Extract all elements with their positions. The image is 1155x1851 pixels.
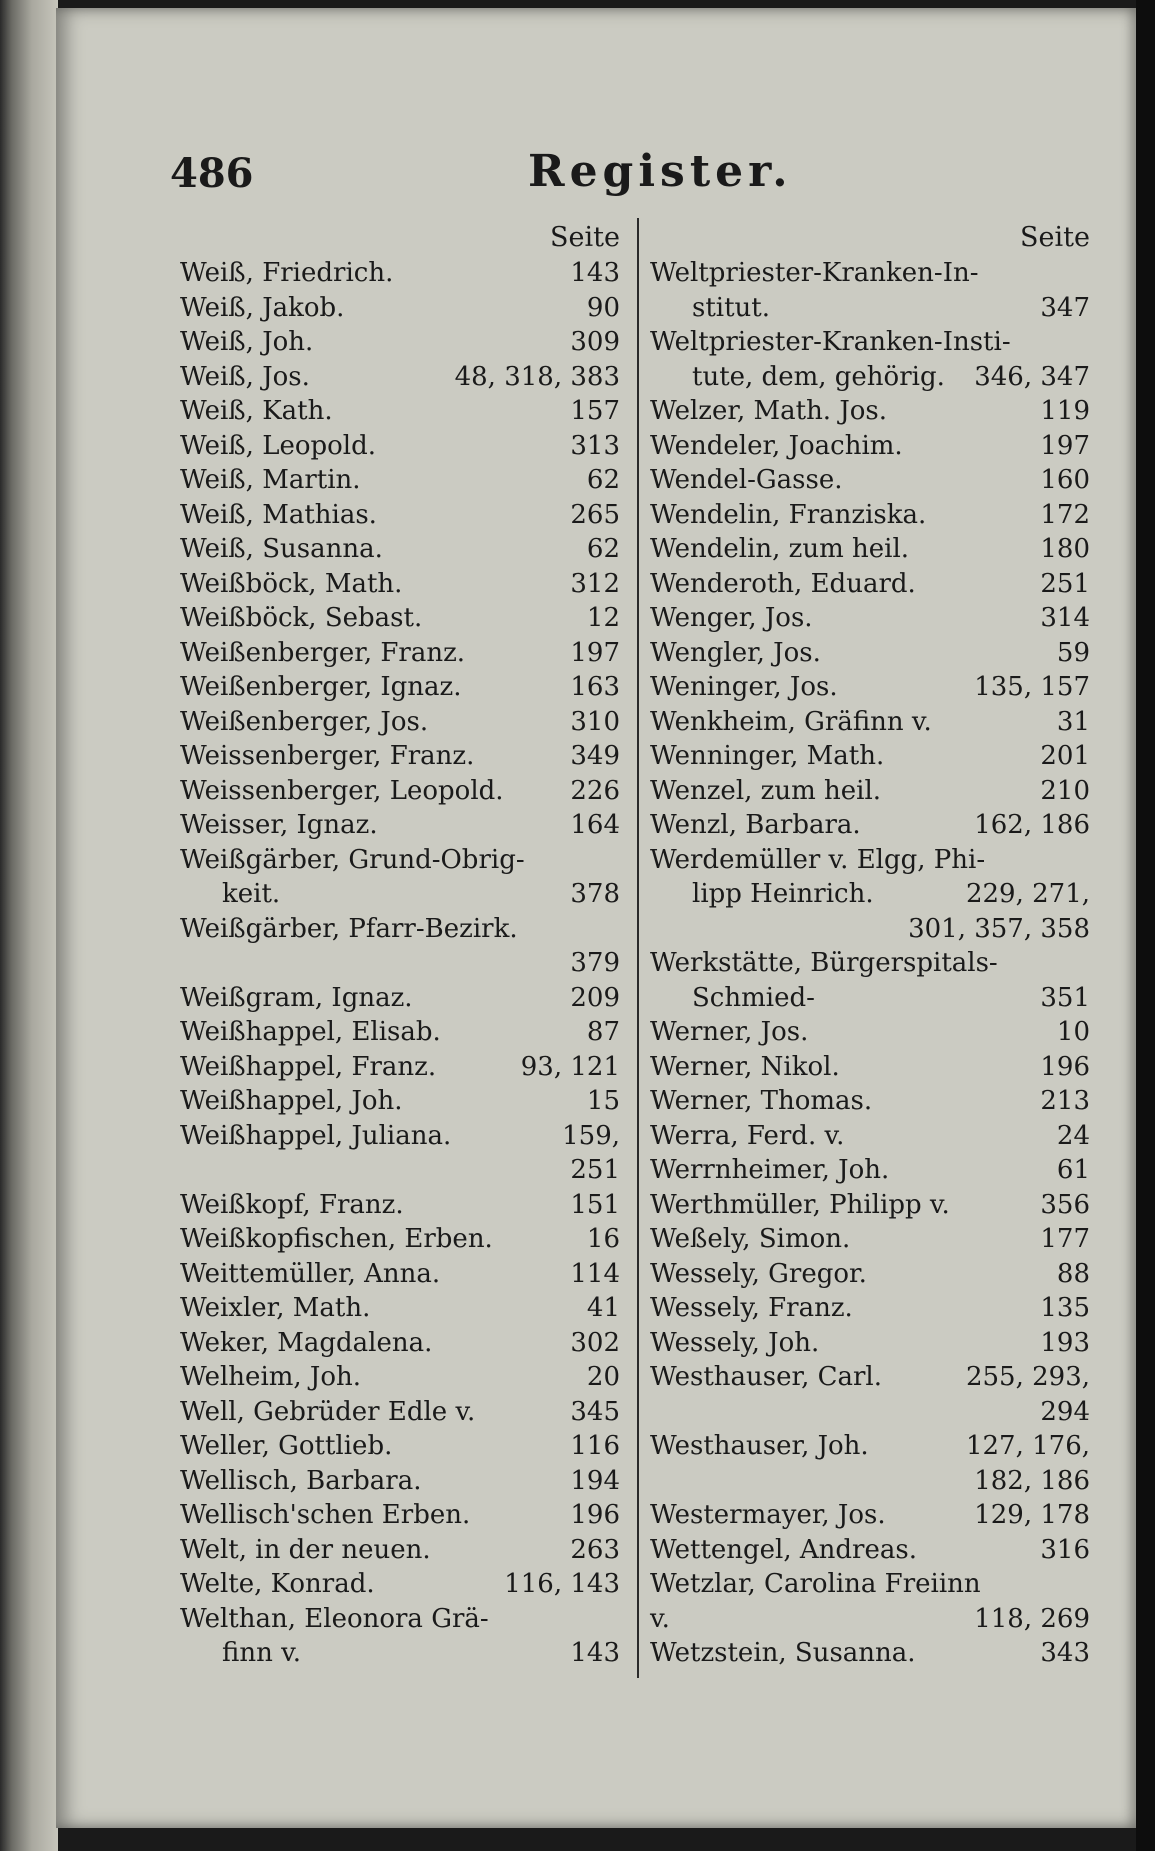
entry-pages: 378 bbox=[570, 879, 620, 909]
index-entry bbox=[650, 360, 1090, 395]
index-entry bbox=[180, 877, 620, 912]
index-entry bbox=[650, 498, 1090, 533]
entry-name: Weltpriester-Kranken-In- bbox=[650, 258, 979, 288]
entry-pages: 349 bbox=[570, 741, 620, 771]
entry-pages: 263 bbox=[570, 1534, 620, 1565]
entry-pages: 197 bbox=[570, 637, 620, 668]
index-entry bbox=[650, 1050, 1090, 1085]
entry-name: Weltpriester-Kranken-Insti- bbox=[650, 327, 1011, 357]
entry-name: Wellisch, Barbara. bbox=[180, 1465, 422, 1496]
column-heading: Seite bbox=[1020, 222, 1090, 253]
entry-pages: 127, 176, bbox=[965, 1431, 1090, 1461]
entry-pages: 345 bbox=[570, 1396, 620, 1427]
index-entry bbox=[650, 1429, 1090, 1464]
entry-pages: 164 bbox=[570, 810, 620, 840]
entry-pages: 346, 347 bbox=[974, 361, 1090, 392]
entry-pages: 118, 269 bbox=[974, 1603, 1090, 1634]
entry-name: Weiß, Jos. bbox=[180, 361, 310, 392]
entry-name: Weiß, Friedrich. bbox=[180, 258, 394, 288]
entry-name: Weiß, Jakob. bbox=[180, 292, 345, 323]
index-entry bbox=[650, 1464, 1090, 1499]
entry-pages: 157 bbox=[570, 396, 620, 426]
entry-pages: 210 bbox=[1040, 775, 1090, 806]
index-entry bbox=[180, 567, 620, 602]
entry-name: Weißkopf, Franz. bbox=[180, 1189, 404, 1220]
index-entry bbox=[650, 1395, 1090, 1430]
entry-name: Schmied- bbox=[692, 982, 815, 1013]
entry-pages: 201 bbox=[1040, 741, 1090, 771]
entry-name: Wenkheim, Gräfinn v. bbox=[650, 706, 932, 737]
entry-pages: 302 bbox=[570, 1327, 620, 1358]
index-entry bbox=[180, 1602, 620, 1637]
index-entry bbox=[180, 360, 620, 395]
index-entry bbox=[180, 1015, 620, 1050]
index-entry bbox=[650, 1360, 1090, 1395]
index-entry bbox=[650, 1015, 1090, 1050]
entry-pages: 209 bbox=[570, 982, 620, 1013]
index-entry bbox=[650, 946, 1090, 981]
entry-pages: 294 bbox=[1040, 1396, 1090, 1427]
entry-pages: 314 bbox=[1040, 603, 1090, 633]
index-entry bbox=[180, 1188, 620, 1223]
index-entry bbox=[650, 1084, 1090, 1119]
index-entry bbox=[180, 912, 620, 947]
entry-pages: 87 bbox=[586, 1017, 620, 1047]
index-entry bbox=[650, 1119, 1090, 1154]
entry-name: Weissenberger, Franz. bbox=[180, 741, 475, 771]
index-entry bbox=[180, 532, 620, 567]
index-entry bbox=[650, 325, 1090, 360]
entry-pages: 151 bbox=[570, 1189, 620, 1220]
index-entry bbox=[180, 636, 620, 671]
index-entry bbox=[180, 705, 620, 740]
index-entry bbox=[180, 981, 620, 1016]
entry-name: Wetzstein, Susanna. bbox=[650, 1638, 916, 1668]
index-entry bbox=[180, 256, 620, 291]
entry-name: Welthan, Eleonora Grä- bbox=[180, 1603, 489, 1634]
index-entry bbox=[650, 705, 1090, 740]
entry-pages: 312 bbox=[570, 568, 620, 599]
index-entry bbox=[650, 1498, 1090, 1533]
entry-pages: 61 bbox=[1056, 1155, 1090, 1185]
entry-name: Wenderoth, Eduard. bbox=[650, 568, 916, 599]
entry-pages: 316 bbox=[1040, 1534, 1090, 1565]
entry-pages: 12 bbox=[586, 603, 620, 633]
entry-pages: 229, 271, bbox=[965, 879, 1090, 909]
entry-pages: 351 bbox=[1040, 982, 1090, 1013]
entry-name: Werner, Nikol. bbox=[650, 1051, 840, 1082]
index-entry bbox=[650, 256, 1090, 291]
index-entry bbox=[180, 1119, 620, 1154]
entry-name: Welte, Konrad. bbox=[180, 1569, 375, 1599]
entry-pages: 301, 357, 358 bbox=[908, 913, 1090, 944]
entry-name: Weller, Gottlieb. bbox=[180, 1431, 393, 1461]
index-entry bbox=[180, 463, 620, 498]
index-entry bbox=[650, 429, 1090, 464]
entry-name: Wendelin, zum heil. bbox=[650, 534, 910, 564]
entry-name: Werdemüller v. Elgg, Phi- bbox=[650, 844, 986, 875]
entry-pages: 116, 143 bbox=[504, 1569, 620, 1599]
entry-pages: 62 bbox=[586, 534, 620, 564]
entry-name: Weninger, Jos. bbox=[650, 672, 838, 702]
entry-name: Westermayer, Jos. bbox=[650, 1500, 886, 1530]
entry-pages: 177 bbox=[1040, 1224, 1090, 1254]
entry-name: Weißböck, Sebast. bbox=[180, 603, 423, 633]
entry-name: Weiß, Kath. bbox=[180, 396, 333, 426]
column-heading: Seite bbox=[550, 222, 620, 253]
index-entry bbox=[650, 912, 1090, 947]
entry-name: Wenzel, zum heil. bbox=[650, 775, 882, 806]
entry-name: lipp Heinrich. bbox=[692, 879, 874, 909]
entry-pages: 180 bbox=[1040, 534, 1090, 564]
entry-name: Welzer, Math. Jos. bbox=[650, 396, 888, 426]
entry-pages: 93, 121 bbox=[520, 1051, 620, 1082]
entry-pages: 135, 157 bbox=[974, 672, 1090, 702]
entry-pages: 15 bbox=[586, 1086, 620, 1116]
entry-name: Werthmüller, Philipp v. bbox=[650, 1189, 950, 1220]
index-column-left bbox=[180, 222, 620, 1671]
index-entry bbox=[180, 1326, 620, 1361]
entry-name: Weiß, Mathias. bbox=[180, 499, 377, 530]
index-entry bbox=[650, 394, 1090, 429]
entry-pages: 143 bbox=[570, 258, 620, 288]
entry-pages: 116 bbox=[570, 1431, 620, 1461]
index-entry bbox=[650, 1291, 1090, 1326]
entry-pages: 309 bbox=[570, 327, 620, 357]
column-divider bbox=[637, 218, 639, 1678]
entry-pages: 343 bbox=[1040, 1638, 1090, 1668]
index-entry bbox=[180, 1257, 620, 1292]
index-entry bbox=[180, 498, 620, 533]
entry-name: Werner, Thomas. bbox=[650, 1086, 873, 1116]
entry-name: Wendel-Gasse. bbox=[650, 465, 843, 495]
index-entry bbox=[180, 843, 620, 878]
entry-pages: 162, 186 bbox=[974, 810, 1090, 840]
index-entry bbox=[650, 532, 1090, 567]
entry-pages: 356 bbox=[1040, 1189, 1090, 1220]
index-entry bbox=[180, 1533, 620, 1568]
entry-name: Weißhappel, Joh. bbox=[180, 1086, 403, 1116]
index-entry bbox=[180, 1567, 620, 1602]
entry-name: Wengler, Jos. bbox=[650, 637, 821, 668]
index-entry bbox=[650, 1257, 1090, 1292]
entry-name: Weißenberger, Jos. bbox=[180, 706, 429, 737]
entry-name: Weiß, Joh. bbox=[180, 327, 314, 357]
entry-pages: 10 bbox=[1056, 1017, 1090, 1047]
entry-pages: 62 bbox=[586, 465, 620, 495]
entry-pages: 90 bbox=[586, 292, 620, 323]
entry-name: Weißkopfischen, Erben. bbox=[180, 1224, 493, 1254]
index-entry bbox=[650, 877, 1090, 912]
entry-name: Welheim, Joh. bbox=[180, 1362, 362, 1392]
entry-pages: 197 bbox=[1040, 430, 1090, 461]
page-title: Register. bbox=[528, 146, 793, 197]
entry-name: Weiß, Leopold. bbox=[180, 430, 377, 461]
index-entry bbox=[650, 670, 1090, 705]
entry-name: Weißböck, Math. bbox=[180, 568, 403, 599]
index-entry bbox=[180, 946, 620, 981]
entry-name: Well, Gebrüder Edle v. bbox=[180, 1396, 476, 1427]
entry-name: Werrnheimer, Joh. bbox=[650, 1155, 890, 1185]
entry-pages: 163 bbox=[570, 672, 620, 702]
entry-pages: 20 bbox=[586, 1362, 620, 1392]
entry-pages: 226 bbox=[570, 775, 620, 806]
book-spine bbox=[0, 0, 58, 1851]
entry-pages: 196 bbox=[570, 1500, 620, 1530]
index-entry bbox=[650, 1602, 1090, 1637]
index-entry bbox=[180, 601, 620, 636]
entry-pages: 119 bbox=[1040, 396, 1090, 426]
entry-pages: 347 bbox=[1040, 292, 1090, 323]
entry-pages: 310 bbox=[570, 706, 620, 737]
entry-pages: 24 bbox=[1056, 1120, 1090, 1151]
entry-pages: 16 bbox=[586, 1224, 620, 1254]
index-entry bbox=[650, 1533, 1090, 1568]
index-entry bbox=[180, 1084, 620, 1119]
entry-pages: 159, bbox=[562, 1120, 620, 1151]
entry-pages: 251 bbox=[570, 1155, 620, 1185]
entry-name: Wessely, Franz. bbox=[650, 1293, 853, 1323]
entry-name: Weißgärber, Grund-Obrig- bbox=[180, 844, 525, 875]
index-entry bbox=[180, 1291, 620, 1326]
index-entry bbox=[180, 1050, 620, 1085]
index-entry bbox=[180, 1429, 620, 1464]
page-number: 486 bbox=[170, 150, 254, 197]
entry-name: Wenninger, Math. bbox=[650, 741, 885, 771]
entry-name: Westhauser, Carl. bbox=[650, 1362, 883, 1392]
index-entry bbox=[180, 291, 620, 326]
entry-name: tute, dem, gehörig. bbox=[692, 361, 945, 392]
index-entry bbox=[650, 601, 1090, 636]
entry-pages: 196 bbox=[1040, 1051, 1090, 1082]
index-entry bbox=[180, 1222, 620, 1257]
entry-pages: 31 bbox=[1056, 706, 1090, 737]
entry-name: Wendelin, Franziska. bbox=[650, 499, 927, 530]
index-entry bbox=[650, 1636, 1090, 1671]
index-entry bbox=[650, 981, 1090, 1016]
entry-name: Weißenberger, Ignaz. bbox=[180, 672, 462, 702]
index-entry bbox=[650, 739, 1090, 774]
entry-name: Wettengel, Andreas. bbox=[650, 1534, 917, 1565]
index-entry bbox=[180, 394, 620, 429]
index-entry bbox=[180, 325, 620, 360]
index-entry bbox=[650, 843, 1090, 878]
entry-pages: 160 bbox=[1040, 465, 1090, 495]
entry-name: Weittemüller, Anna. bbox=[180, 1258, 441, 1289]
index-entry bbox=[650, 636, 1090, 671]
entry-name: Weiß, Susanna. bbox=[180, 534, 383, 564]
entry-name: Weißenberger, Franz. bbox=[180, 637, 466, 668]
entry-name: Wetzlar, Carolina Freiinn bbox=[650, 1569, 981, 1599]
entry-pages: 129, 178 bbox=[974, 1500, 1090, 1530]
index-entry bbox=[180, 1464, 620, 1499]
index-entry bbox=[650, 1153, 1090, 1188]
index-entry bbox=[650, 291, 1090, 326]
entry-name: Wellisch'schen Erben. bbox=[180, 1500, 471, 1530]
entry-name: keit. bbox=[222, 879, 281, 909]
entry-pages: 88 bbox=[1056, 1258, 1090, 1289]
entry-pages: 251 bbox=[1040, 568, 1090, 599]
entry-pages: 265 bbox=[570, 499, 620, 530]
index-entry bbox=[650, 1188, 1090, 1223]
index-entry bbox=[180, 774, 620, 809]
index-entry bbox=[180, 739, 620, 774]
index-entry bbox=[650, 774, 1090, 809]
entry-name: Weißgärber, Pfarr-Bezirk. bbox=[180, 913, 518, 944]
entry-pages: 193 bbox=[1040, 1327, 1090, 1358]
index-entry bbox=[650, 567, 1090, 602]
index-entry bbox=[180, 429, 620, 464]
index-entry bbox=[650, 1326, 1090, 1361]
entry-name: Weisser, Ignaz. bbox=[180, 810, 378, 840]
entry-name: stitut. bbox=[692, 292, 771, 323]
entry-name: Weißhappel, Juliana. bbox=[180, 1120, 452, 1151]
entry-pages: 313 bbox=[570, 430, 620, 461]
index-entry bbox=[650, 808, 1090, 843]
entry-name: Weiß, Martin. bbox=[180, 465, 361, 495]
index-entry bbox=[180, 808, 620, 843]
entry-pages: 213 bbox=[1040, 1086, 1090, 1116]
entry-name: Werkstätte, Bürgerspitals- bbox=[650, 948, 998, 978]
index-entry bbox=[180, 1636, 620, 1671]
index-entry bbox=[180, 1360, 620, 1395]
entry-name: Weißhappel, Franz. bbox=[180, 1051, 437, 1082]
entry-pages: 48, 318, 383 bbox=[454, 361, 620, 392]
entry-name: Wessely, Joh. bbox=[650, 1327, 820, 1358]
index-entry bbox=[180, 1498, 620, 1533]
entry-name: Wendeler, Joachim. bbox=[650, 430, 903, 461]
entry-name: Weißgram, Ignaz. bbox=[180, 982, 413, 1013]
entry-pages: 194 bbox=[570, 1465, 620, 1496]
entry-name: v. bbox=[650, 1603, 670, 1634]
index-entry bbox=[650, 463, 1090, 498]
index-column-right bbox=[650, 222, 1090, 1671]
page-edge-shadow bbox=[1136, 0, 1155, 1851]
entry-pages: 135 bbox=[1040, 1293, 1090, 1323]
entry-name: Weßely, Simon. bbox=[650, 1224, 851, 1254]
entry-pages: 255, 293, bbox=[965, 1362, 1090, 1392]
entry-pages: 143 bbox=[570, 1638, 620, 1668]
entry-name: Weissenberger, Leopold. bbox=[180, 775, 504, 806]
entry-name: Werner, Jos. bbox=[650, 1017, 809, 1047]
index-entry bbox=[180, 670, 620, 705]
index-entry bbox=[180, 1395, 620, 1430]
index-entry bbox=[650, 1222, 1090, 1257]
entry-name: Weixler, Math. bbox=[180, 1293, 371, 1323]
entry-name: Werra, Ferd. v. bbox=[650, 1120, 845, 1151]
entry-pages: 182, 186 bbox=[974, 1465, 1090, 1496]
entry-pages: 379 bbox=[570, 948, 620, 978]
entry-pages: 172 bbox=[1040, 499, 1090, 530]
entry-name: Wenger, Jos. bbox=[650, 603, 813, 633]
index-entry bbox=[180, 1153, 620, 1188]
entry-name: Wessely, Gregor. bbox=[650, 1258, 867, 1289]
entry-name: Wenzl, Barbara. bbox=[650, 810, 861, 840]
entry-name: Weißhappel, Elisab. bbox=[180, 1017, 441, 1047]
entry-name: Weker, Magdalena. bbox=[180, 1327, 433, 1358]
entry-pages: 41 bbox=[586, 1293, 620, 1323]
entry-pages: 59 bbox=[1056, 637, 1090, 668]
entry-pages: 114 bbox=[570, 1258, 620, 1289]
entry-name: finn v. bbox=[222, 1638, 301, 1668]
entry-name: Westhauser, Joh. bbox=[650, 1431, 869, 1461]
entry-name: Welt, in der neuen. bbox=[180, 1534, 431, 1565]
index-entry bbox=[650, 1567, 1090, 1602]
